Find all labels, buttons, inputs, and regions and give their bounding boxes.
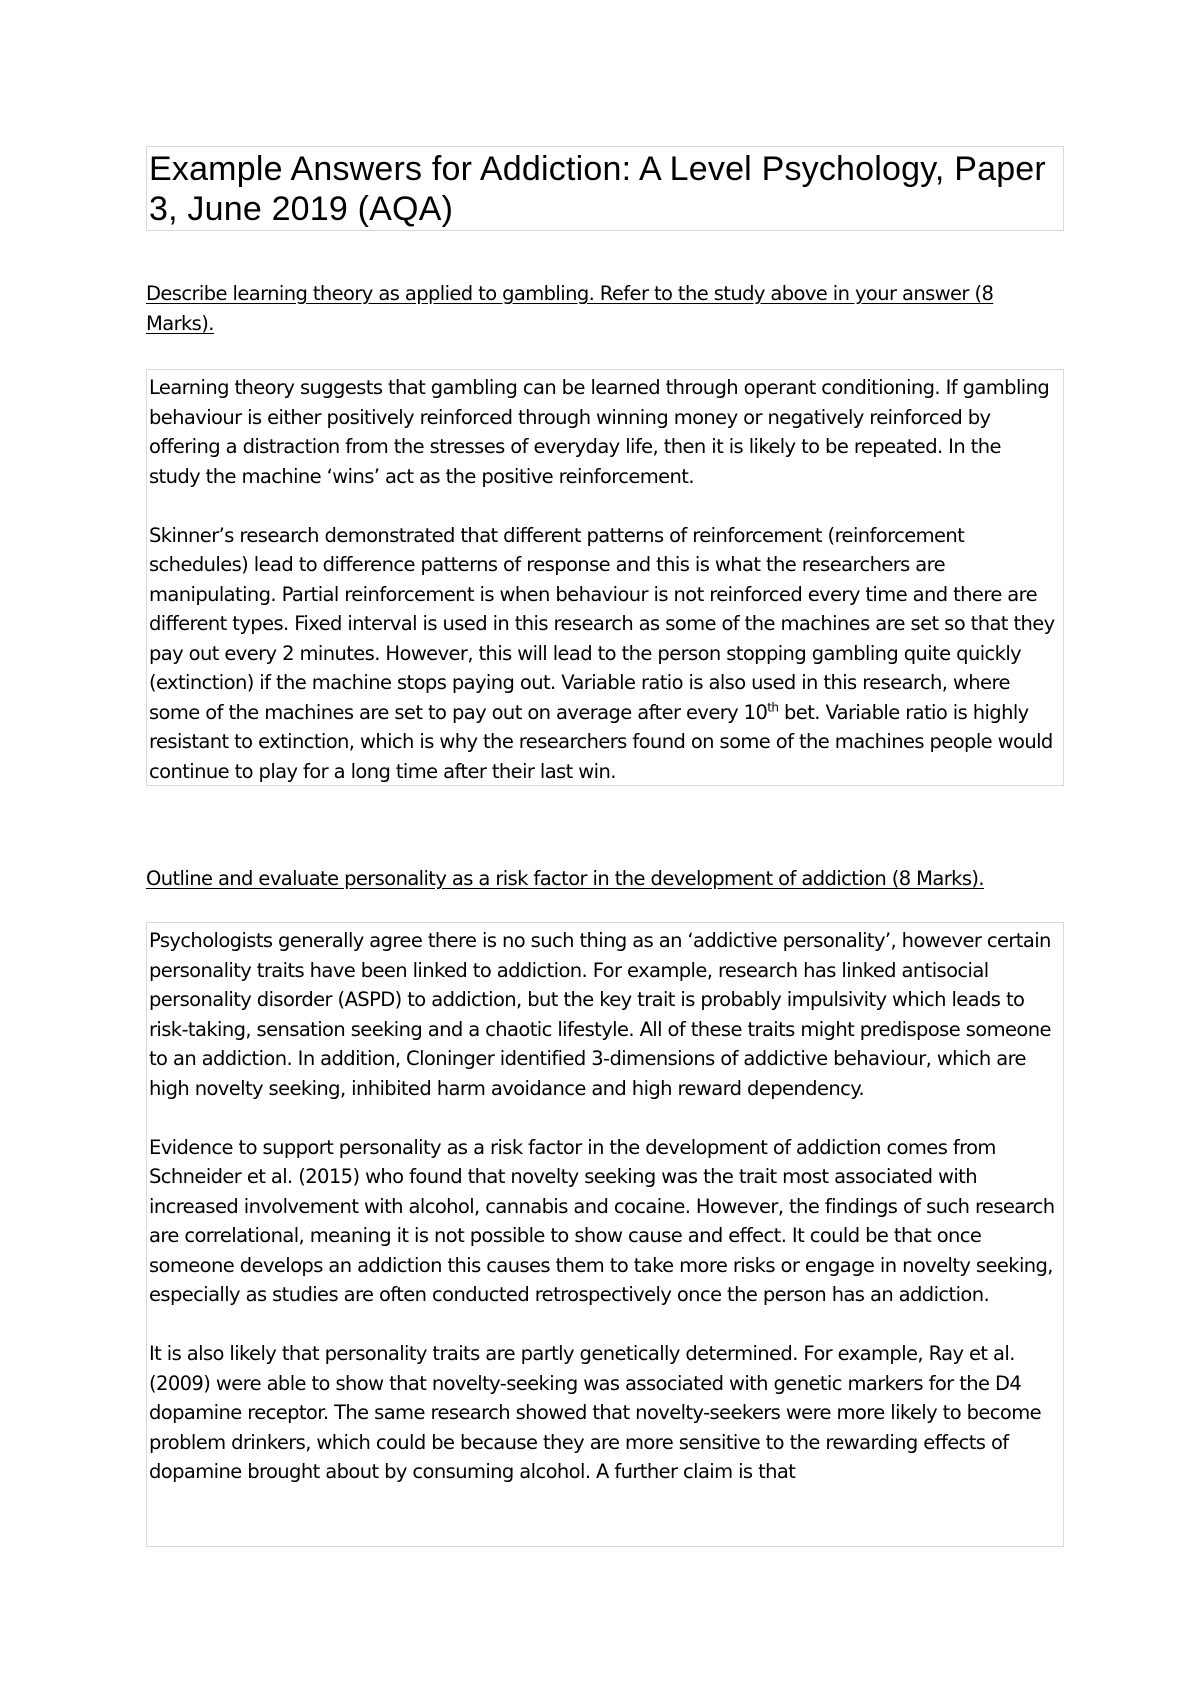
answer-1-paragraph-2-text-a: Skinner’s research demonstrated that different patterns of reinforcement (reinforcement schedules) lead to difference patterns of response and this is what the researchers are manipulating. Partial reinforcement is when behaviour is not reinforced every time and there are different types. Fixed interval is used in this research as some of the machines are set so that they pay out every 2 minutes. However, this will lead to the person stopping gambling quite quickly (extinction) if the machine stops paying out. Variable ratio is also used in this research, where some of the machines are set to pay out on average after every 10 [149,523,1055,724]
title-box [146,146,1064,231]
ordinal-superscript: th [767,700,779,714]
answer-2-paragraph-2: Evidence to support personality as a risk factor in the development of addiction comes from Schneider et al. (2015) who found that novelty seeking was the trait most associated with increased involvement with alcohol, cannabis and cocaine. However, the findings of such research are correlational, meaning it is not possible to show cause and effect. It could be that once someone develops an addiction this causes them to take more risks or engage in novelty seeking, especially as studies are often conducted retrospectively once the person has an addiction. [149,1135,1055,1306]
question-1: Describe learning theory as applied to gambling. Refer to the study above in your answer (8 Marks). [146,282,994,335]
answer-1-paragraph-1: Learning theory suggests that gambling can be learned through operant conditioning. If gambling behaviour is either positively reinforced through winning money or negatively reinforced by offering a distraction from the stresses of everyday life, then it is likely to be repeated. In the study the machine ‘wins’ act as the positive reinforcement. [149,376,1050,488]
page-title: Example Answers for Addiction: A Level Psychology, Paper 3, June 2019 (AQA) [149,150,1046,228]
answer-1-paragraph-2 [149,521,1057,787]
answer-1-box [146,369,1064,786]
answer-2-paragraph-1: Psychologists generally agree there is no such thing as an ‘addictive personality’, however certain personality traits have been linked to addiction. For example, research has linked antisocial personality disorder (ASPD) to addiction, but the key trait is probably impulsivity which leads to risk-taking, sensation seeking and a chaotic lifestyle. All of these traits might predispose someone to an addiction. In addition, Cloninger identified 3-dimensions of addictive behaviour, which are high novelty seeking, inhibited harm avoidance and high reward dependency. [149,929,1051,1100]
answer-2-paragraph-3: It is also likely that personality traits are partly genetically determined. For example, Ray et al. (2009) were able to show that novelty-seeking was associated with genetic markers for the D4 dopamine receptor. The same research showed that novelty-seekers were more likely to become problem drinkers, which could be because they are more sensitive to the rewarding effects of dopamine brought about by consuming alcohol. A further claim is that [149,1342,1042,1483]
answer-2-box [146,922,1064,1547]
answer-1-paragraph-2-text-b: bet. Variable ratio is highly resistant to extinction, which is why the researchers found on some of the machines people would continue to play for a long time after their last win. [149,700,1053,783]
question-2: Outline and evaluate personality as a risk factor in the development of addiction (8 Marks). [146,867,985,890]
